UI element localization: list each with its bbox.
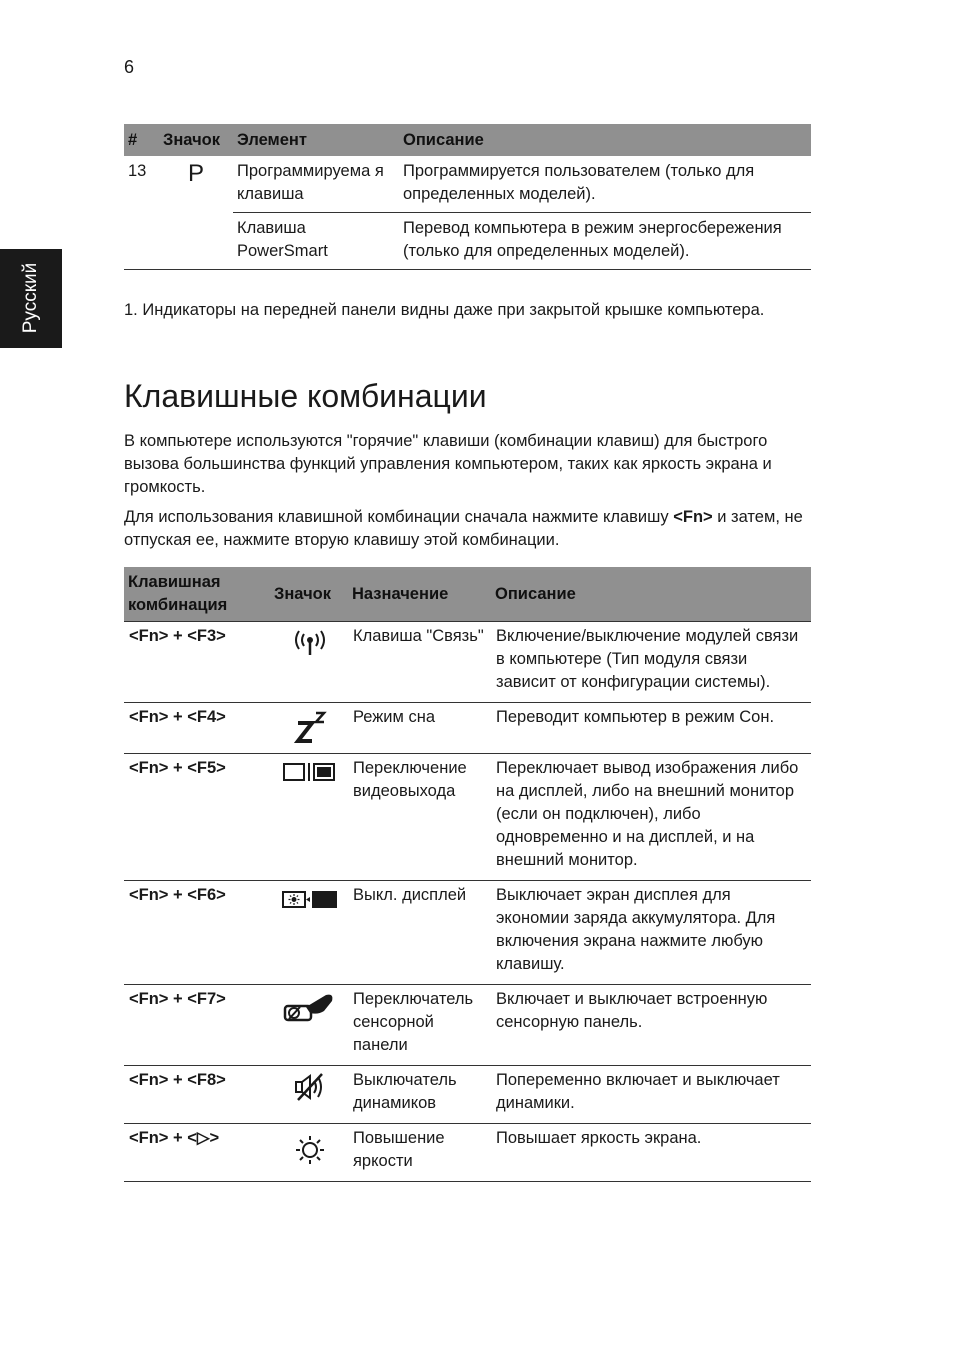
intro-paragraph: В компьютере используются "горячие" клавиши (комбинации клавиш) для быстрого вызова большинства функций управления компьютером, таких как яркость экрана и громкость.: [124, 432, 772, 496]
purpose-cell: Выкл. дисплей: [348, 881, 491, 985]
header-purpose: Назначение: [348, 567, 491, 622]
side-tab-label: Русский: [20, 262, 41, 334]
header-element: Элемент: [233, 124, 399, 156]
table-row: [124, 156, 811, 213]
header-description: Описание: [399, 124, 811, 156]
description-cell: Переключает вывод изображения либо на дисплей, либо на внешний монитор (если он подключен), либо одновременно и на дисплей, и на внешний монитор.: [491, 754, 811, 881]
table-row: [124, 622, 811, 703]
display-switch-icon: [282, 760, 338, 784]
section-title: Клавишные комбинации: [124, 378, 487, 414]
combo-cell: <Fn> + <F7>: [124, 985, 270, 1066]
combo-cell: <Fn> + <F3>: [124, 622, 270, 703]
purpose-cell: Клавиша "Связь": [348, 622, 491, 703]
fn-key-label: <Fn>: [673, 508, 713, 526]
row-number: 13: [124, 156, 159, 270]
purpose-cell: Повышение яркости: [348, 1124, 491, 1182]
table-header-row: [124, 124, 811, 156]
header-icon: Значок: [159, 124, 233, 156]
element-description: Программируется пользователем (только для определенных моделей).: [399, 156, 811, 213]
description-cell: Попеременно включает и выключает динамики.: [491, 1066, 811, 1124]
usage-paragraph: Для использования клавишной комбинации сначала нажмите клавишу <Fn> и затем, не отпуская ее, нажмите вторую клавишу этой комбинации.: [124, 508, 803, 549]
page-number: 6: [124, 57, 135, 77]
description-cell: Переводит компьютер в режим Сон.: [491, 703, 811, 754]
table-row: [124, 1124, 811, 1182]
element-name: Программируема я клавиша: [233, 156, 399, 213]
table-row: [124, 1066, 811, 1124]
header-description: Описание: [491, 567, 811, 622]
combo-cell: <Fn> + <F5>: [124, 754, 270, 881]
header-num: #: [124, 124, 159, 156]
combo-cell: <Fn> + <F6>: [124, 881, 270, 985]
footnote: 1. Индикаторы на передней панели видны даже при закрытой крышке компьютера.: [124, 301, 765, 319]
hotkey-table: [124, 567, 811, 1182]
brightness-up-icon: [290, 1130, 330, 1164]
table-row: [124, 754, 811, 881]
purpose-cell: Переключатель сенсорной панели: [348, 985, 491, 1066]
display-off-icon: [281, 887, 339, 911]
sleep-icon: [290, 709, 330, 745]
table-row: [124, 985, 811, 1066]
language-side-tab: [0, 249, 62, 348]
table-row: [124, 881, 811, 985]
element-description: Перевод компьютера в режим энергосбережения (только для определенных моделей).: [399, 213, 811, 270]
purpose-cell: Режим сна: [348, 703, 491, 754]
table-header-row: [124, 567, 811, 622]
description-cell: Повышает яркость экрана.: [491, 1124, 811, 1182]
speaker-mute-icon: [290, 1072, 330, 1102]
combo-cell: <Fn> + <F4>: [124, 703, 270, 754]
header-combo: Клавишная комбинация: [124, 567, 270, 622]
description-cell: Выключает экран дисплея для экономии заряда аккумулятора. Для включения экрана нажмите любую клавишу.: [491, 881, 811, 985]
combo-cell: <Fn> + <F8>: [124, 1066, 270, 1124]
p-key-icon: P: [159, 156, 233, 270]
description-cell: Включение/выключение модулей связи в компьютере (Тип модуля связи зависит от конфигурации системы).: [491, 622, 811, 703]
purpose-cell: Переключение видеовыхода: [348, 754, 491, 881]
component-table: [124, 124, 811, 270]
element-name: Клавиша PowerSmart: [233, 213, 399, 270]
wireless-icon: [290, 628, 330, 658]
purpose-cell: Выключатель динамиков: [348, 1066, 491, 1124]
description-cell: Включает и выключает встроенную сенсорную панель.: [491, 985, 811, 1066]
touchpad-toggle-icon: [282, 991, 338, 1025]
combo-cell: <Fn> + <▷>: [124, 1124, 270, 1182]
table-row: [124, 703, 811, 754]
header-icon: Значок: [270, 567, 348, 622]
